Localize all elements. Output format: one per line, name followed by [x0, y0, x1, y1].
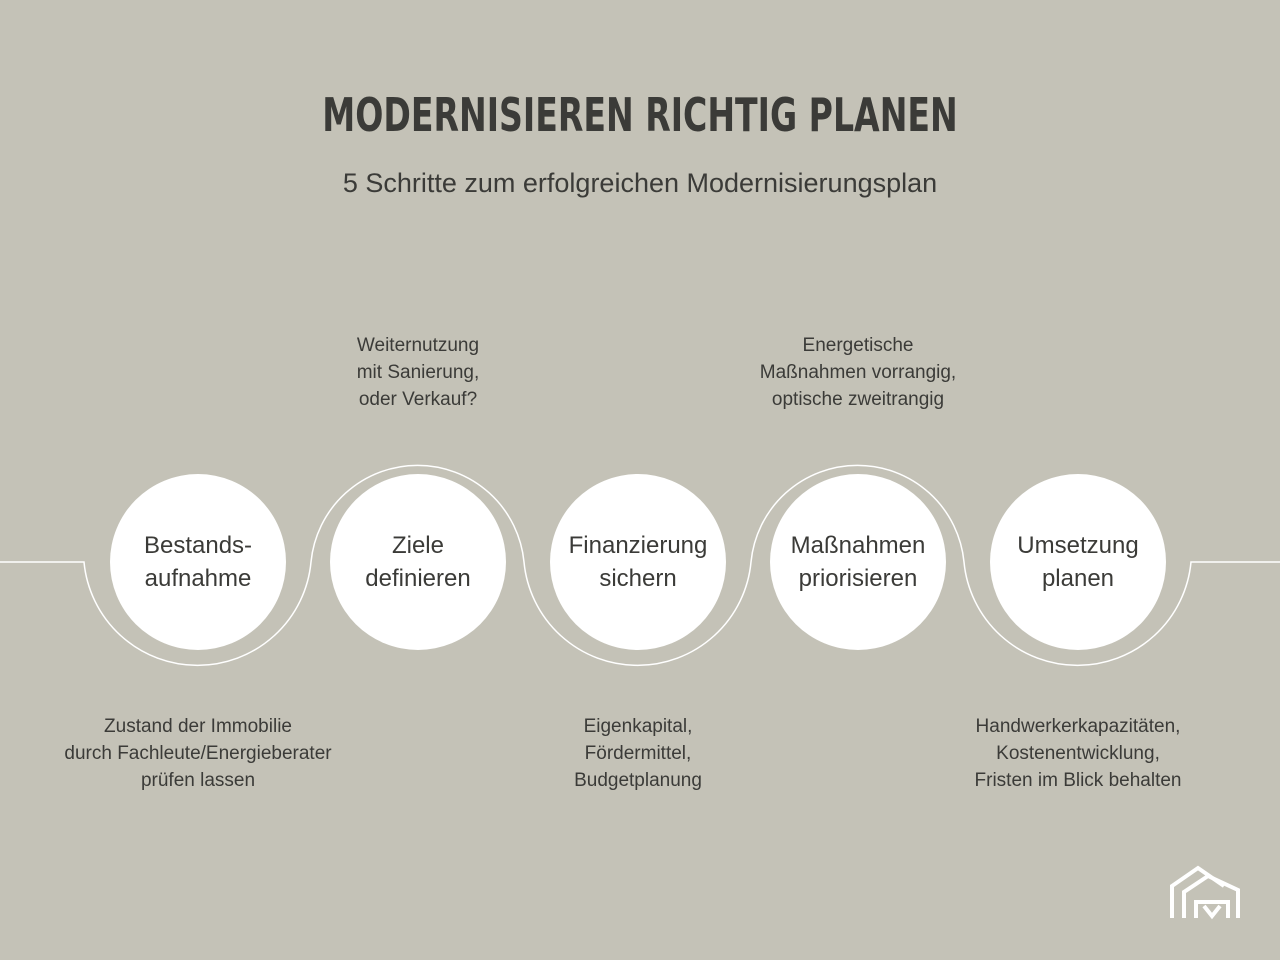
step-massnahmen-priorisieren [770, 474, 946, 650]
step-umsetzung-planen [990, 474, 1166, 650]
step-note-above: Weiternutzung mit Sanierung, oder Verkauf? [356, 335, 480, 410]
page-subtitle: 5 Schritte zum erfolgreichen Modernisierungsplan [342, 168, 938, 198]
step-bestandsaufnahme [110, 474, 286, 650]
step-label: Umsetzung planen [1017, 532, 1139, 592]
house-logo-icon [1168, 862, 1242, 920]
step-label: Finanzierung sichern [568, 532, 708, 592]
step-finanzierung-sichern [550, 474, 726, 650]
step-label: Bestands- aufnahme [143, 532, 253, 592]
step-ziele-definieren [330, 474, 506, 650]
step-note-below: Handwerkerkapazitäten, Kostenentwicklung, Fristen im Blick behalten [974, 716, 1182, 791]
step-note-below: Zustand der Immobilie durch Fachleute/Energieberater prüfen lassen [64, 716, 332, 791]
step-label: Maßnahmen priorisieren [790, 532, 926, 592]
page-title: MODERNISIEREN RICHTIG PLANEN [322, 88, 958, 142]
step-note-above: Energetische Maßnahmen vorrangig, optische zweitrangig [759, 335, 957, 410]
step-label: Ziele definieren [365, 532, 471, 592]
step-note-below: Eigenkapital, Fördermittel, Budgetplanung [574, 716, 702, 791]
